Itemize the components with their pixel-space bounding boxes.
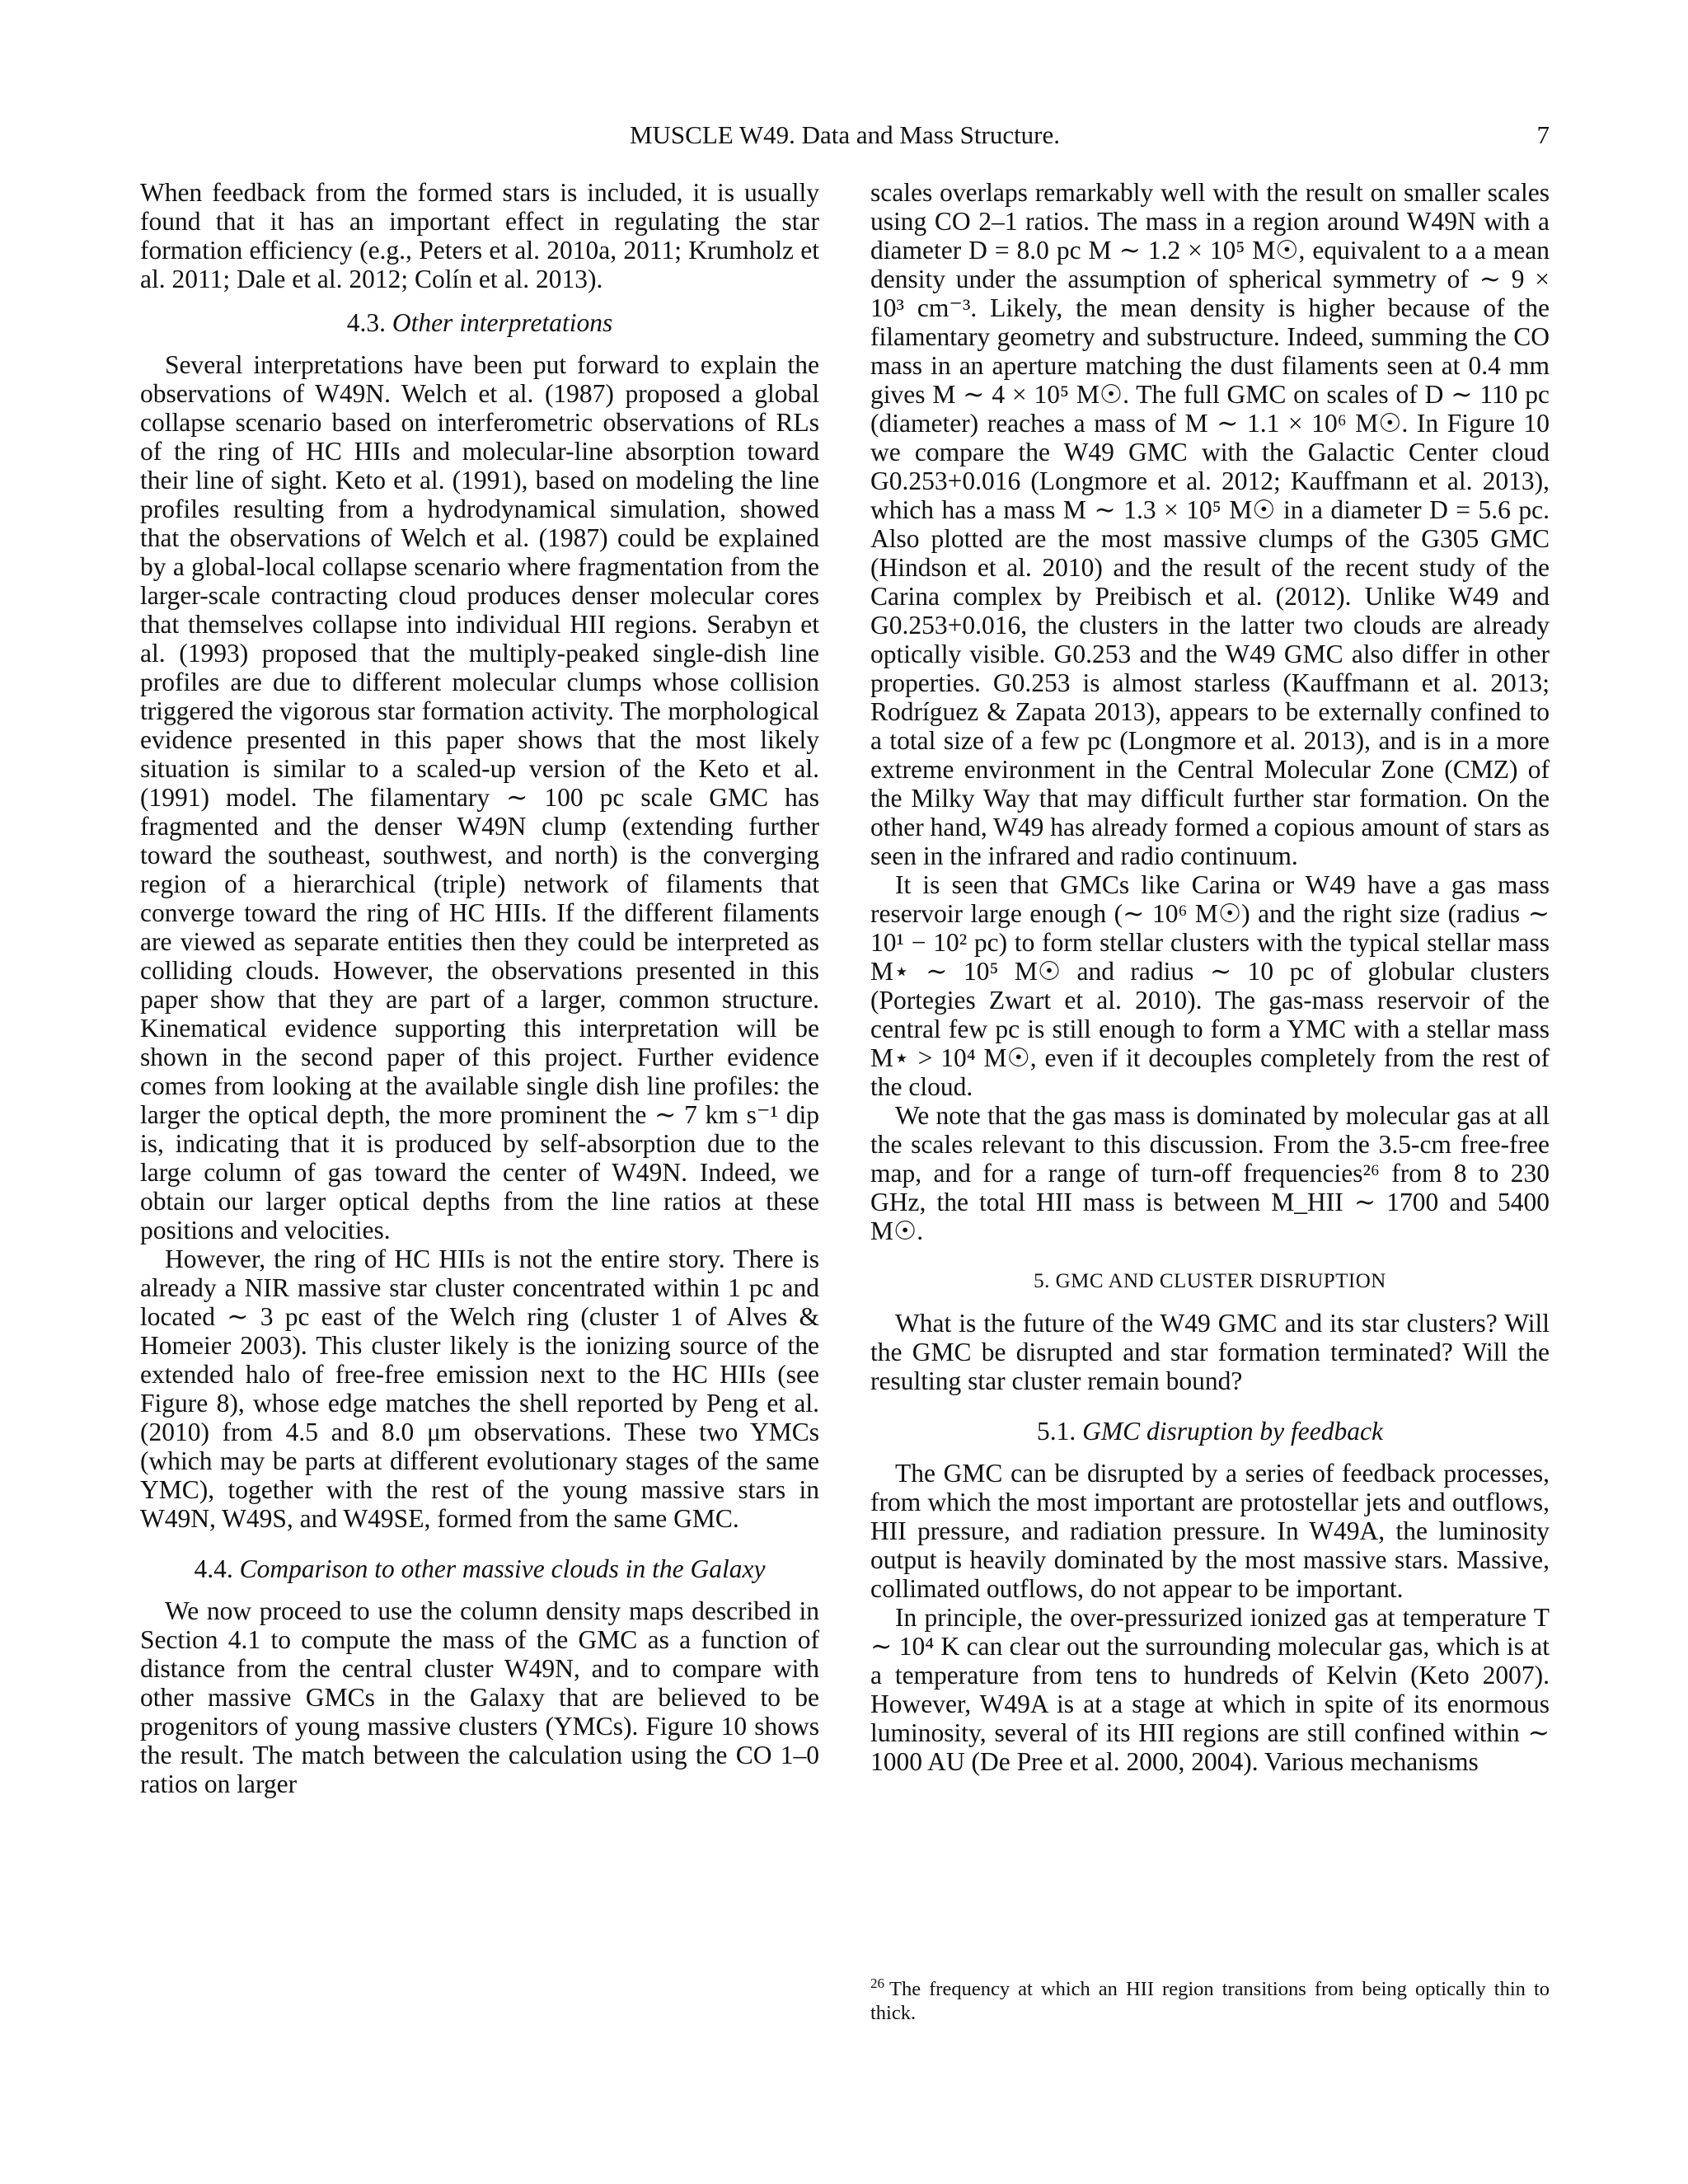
running-title: MUSCLE W49. Data and Mass Structure. bbox=[629, 120, 1061, 149]
section-title: GMC AND CLUSTER DISRUPTION bbox=[1055, 1270, 1386, 1292]
section-title: Other interpretations bbox=[392, 308, 613, 337]
right-column bbox=[870, 178, 1550, 1776]
section-heading-4-4 bbox=[140, 1554, 819, 1583]
footnote-text: The frequency at which an HII region transitions from being optically thin to thick. bbox=[870, 1978, 1550, 2025]
paragraph-comparison-continued: scales overlaps remarkably well with the result on smaller scales using CO 2–1 ratios. The mass in a region around W49N with a diameter D = 8.0 pc M ∼ 1.2 × 10⁵ M☉, equivalent to a a mean density under the assumption of spherical symmetry of ∼ 9 × 10³ cm⁻³. Likely, the mean density is higher because of the filamentary geometry and substructure. Indeed, summing the CO mass in an aperture matching the dust filaments seen at 0.4 mm gives M ∼ 4 × 10⁵ M☉. The full GMC on scales of D ∼ 110 pc (diameter) reaches a mass of M ∼ 1.1 × 10⁶ M☉. In Figure 10 we compare the W49 GMC with the Galactic Center cloud G0.253+0.016 (Longmore et al. 2012; Kauffmann et al. 2013), which has a mass M ∼ 1.3 × 10⁵ M☉ in a diameter D = 5.6 pc. Also plotted are the most massive clumps of the G305 GMC (Hindson et al. 2010) and the result of the recent study of the Carina complex by Preibisch et al. (2012). Unlike W49 and G0.253+0.016, the clusters in the latter two clouds are already optically visible. G0.253 and the W49 GMC also differ in other properties. G0.253 is almost starless (Kauffmann et al. 2013; Rodríguez & Zapata 2013), appears to be externally confined to a total size of a few pc (Longmore et al. 2013), and is in a more extreme environment in the Central Molecular Zone (CMZ) of the Milky Way that may difficult further star formation. On the other hand, W49 has already formed a copious amount of stars as seen in the infrared and radio continuum. bbox=[870, 178, 1550, 870]
section-title: Comparison to other massive clouds in the Galaxy bbox=[239, 1554, 766, 1583]
page-number: 7 bbox=[1536, 120, 1550, 149]
section-heading-5-1 bbox=[870, 1417, 1550, 1446]
section-number: 5. bbox=[1034, 1270, 1050, 1292]
section-heading-5 bbox=[870, 1267, 1550, 1296]
footnote-mark: 26 bbox=[870, 1975, 884, 1991]
left-column bbox=[140, 178, 819, 1798]
paragraph-disruption-1: The GMC can be disrupted by a series of feedback processes, from which the most important are protostellar jets and outflows, HII pressure, and radiation pressure. In W49A, the luminosity output is heavily dominated by the most massive stars. Massive, collimated outflows, do not appear to be important. bbox=[870, 1459, 1550, 1603]
paragraph-comparison-3: We note that the gas mass is dominated by molecular gas at all the scales relevant to this discussion. From the 3.5-cm free-free map, and for a range of turn-off frequencies²⁶ from 8 to 230 GHz, the total HII mass is between M_HII ∼ 1700 and 5400 M☉. bbox=[870, 1101, 1550, 1245]
paragraph-feedback: When feedback from the formed stars is included, it is usually found that it has an important effect in regulating the star formation efficiency (e.g., Peters et al. 2010a, 2011; Krumholz et al. 2011; Dale et al. 2012; Colín et al. 2013). bbox=[140, 178, 819, 293]
section-number: 4.4. bbox=[194, 1554, 233, 1583]
paragraph-disruption-2: In principle, the over-pressurized ionized gas at temperature T ∼ 10⁴ K can clear out the surrounding molecular gas, which is at a temperature from tens to hundreds of Kelvin (Keto 2007). However, W49A is at a stage at which in spite of its enormous luminosity, several of its HII regions are still confined within ∼ 1000 AU (De Pree et al. 2000, 2004). Various mechanisms bbox=[870, 1603, 1550, 1776]
paragraph-comparison-2: It is seen that GMCs like Carina or W49 have a gas mass reservoir large enough (∼ 10⁶ M☉) and the right size (radius ∼ 10¹ − 10² pc) to form stellar clusters with the typical stellar mass M⋆ ∼ 10⁵ M☉ and radius ∼ 10 pc of globular clusters (Portegies Zwart et al. 2010). The gas-mass reservoir of the central few pc is still enough to form a YMC with a stellar mass M⋆ > 10⁴ M☉, even if it decouples completely from the rest of the cloud. bbox=[870, 870, 1550, 1101]
section-heading-4-3 bbox=[140, 308, 819, 337]
paragraph-future: What is the future of the W49 GMC and its star clusters? Will the GMC be disrupted and star formation terminated? Will the resulting star cluster remain bound? bbox=[870, 1309, 1550, 1395]
paragraph-interpretations-1: Several interpretations have been put forward to explain the observations of W49N. Welch et al. (1987) proposed a global collapse scenario based on interferometric observations of RLs of the ring of HC HIIs and molecular-line absorption toward their line of sight. Keto et al. (1991), based on modeling the line profiles resulting from a hydrodynamical simulation, showed that the observations of Welch et al. (1987) could be explained by a global-local collapse scenario where fragmentation from the larger-scale contracting cloud produces denser molecular cores that themselves collapse into individual HII regions. Serabyn et al. (1993) proposed that the multiply-peaked single-dish line profiles are due to different molecular clumps whose collision triggered the vigorous star formation activity. The morphological evidence presented in this paper shows that the most likely situation is similar to a scaled-up version of the Keto et al. (1991) model. The filamentary ∼ 100 pc scale GMC has fragmented and the denser W49N clump (extending further toward the southeast, southwest, and north) is the converging region of a hierarchical (triple) network of filaments that converge toward the ring of HC HIIs. If the different filaments are viewed as separate entities then they could be interpreted as colliding clouds. However, the observations presented in this paper show that they are part of a larger, common structure. Kinematical evidence supporting this interpretation will be shown in the second paper of this project. Further evidence comes from looking at the available single dish line profiles: the larger the optical depth, the more prominent the ∼ 7 km s⁻¹ dip is, indicating that it is produced by self-absorption due to the large column of gas toward the center of W49N. Indeed, we obtain our larger optical depths from the line ratios at these positions and velocities. bbox=[140, 350, 819, 1244]
section-title: GMC disruption by feedback bbox=[1082, 1417, 1383, 1446]
paragraph-interpretations-2: However, the ring of HC HIIs is not the entire story. There is already a NIR massive star cluster concentrated within 1 pc and located ∼ 3 pc east of the Welch ring (cluster 1 of Alves & Homeier 2003). This cluster likely is the ionizing source of the extended halo of free-free emission next to the HC HIIs (see Figure 8), whose edge matches the shell reported by Peng et al. (2010) from 4.5 and 8.0 μm observations. These two YMCs (which may be parts at different evolutionary stages of the same YMC), together with the rest of the young massive stars in W49N, W49S, and W49SE, formed from the same GMC. bbox=[140, 1244, 819, 1533]
paragraph-comparison-1: We now proceed to use the column density maps described in Section 4.1 to compute the mass of the GMC as a function of distance from the central cluster W49N, and to compare with other massive GMCs in the Galaxy that are believed to be progenitors of young massive clusters (YMCs). Figure 10 shows the result. The match between the calculation using the CO 1–0 ratios on larger bbox=[140, 1596, 819, 1798]
section-number: 4.3. bbox=[346, 308, 386, 337]
page-header bbox=[140, 120, 1550, 153]
footnote bbox=[870, 1971, 1550, 2025]
section-number: 5.1. bbox=[1037, 1417, 1076, 1446]
